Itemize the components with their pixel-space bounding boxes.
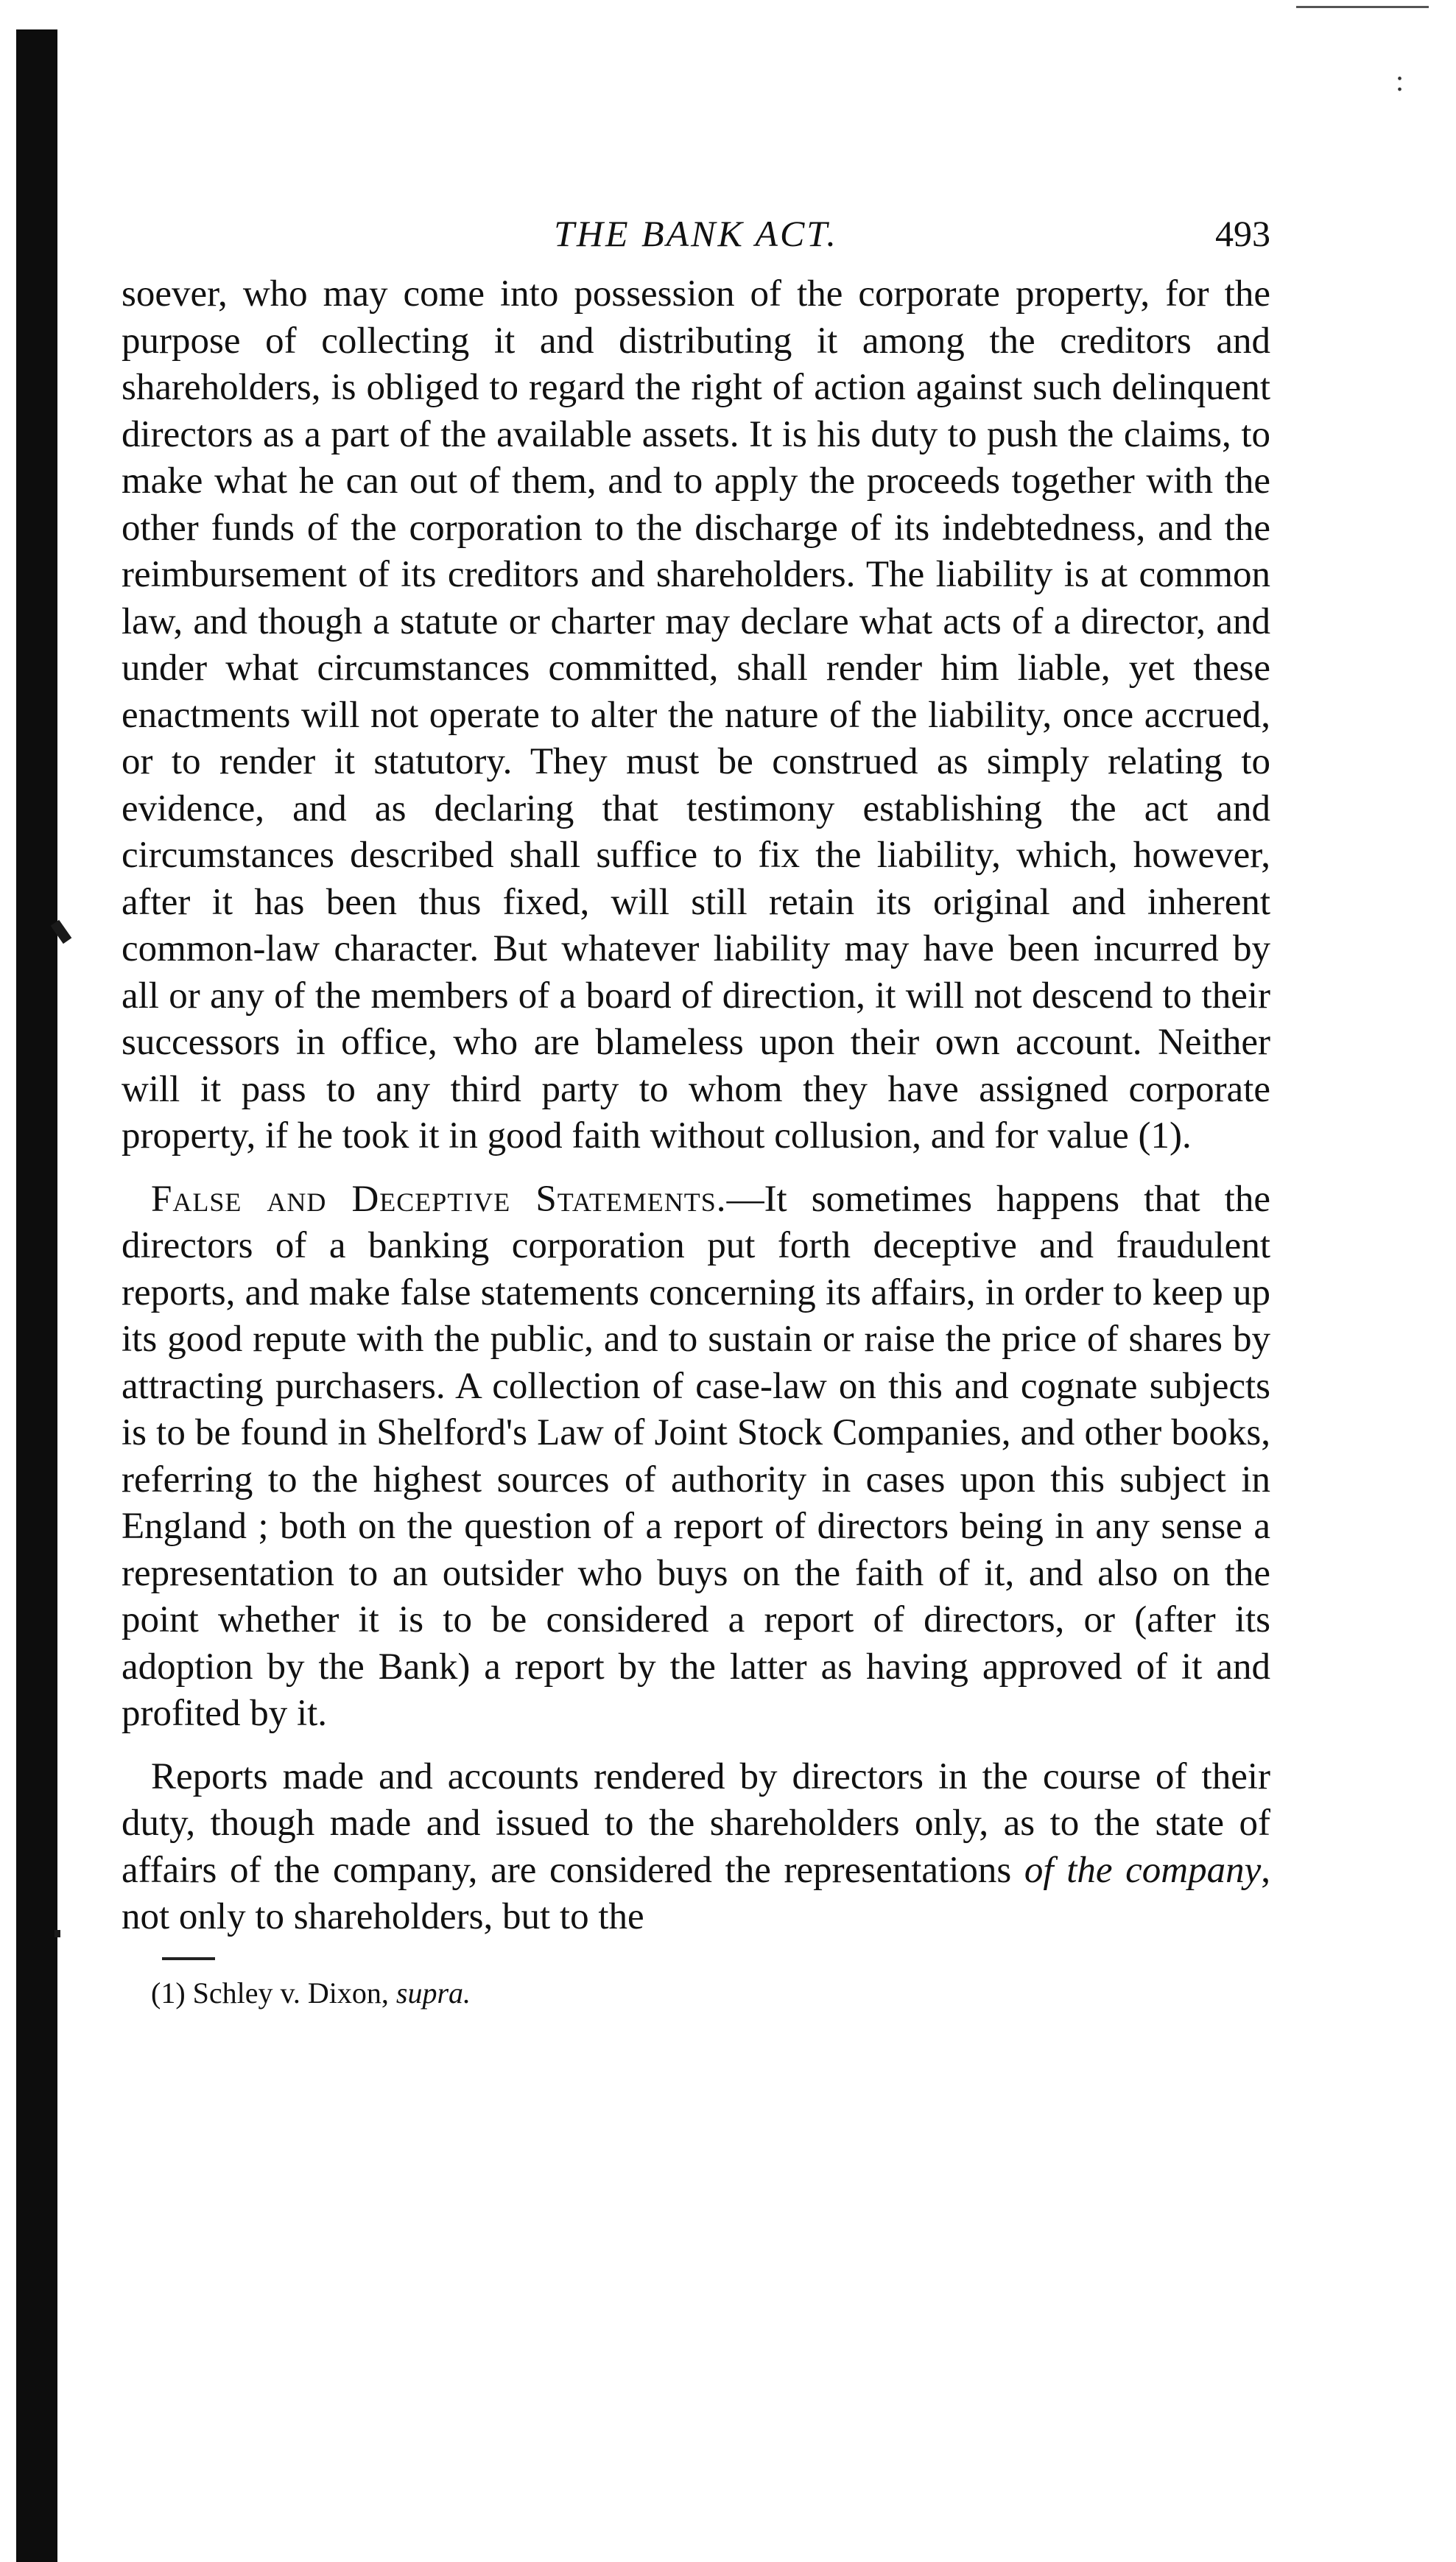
body-paragraph: soever, who may come into possession of the corporate property, for the purpose of collecting it and distributing it among the creditors and shareholders, is obliged to regard the right of action against such delinquent directors as a part of the available assets. It is his duty to push the claims, to make what he can out of them, and to apply the proceeds together with the other funds of the corporation to the discharge of its indebtedness, and the reimbursement of its creditors and shareholders. The liability is at common law, and though a statute or charter may declare what acts of a director, and under what circumstances committed, shall render him liable, yet these enactments will not operate to alter the nature of the liability, once accrued, or to render it statutory. They must be construed as simply relating to evidence, and as declaring that testimony establishing the act and circumstances described shall suffice to fix the liability, which, however, after it has been thus fixed, will still retain its original and inherent common-law character. But whatever liability may have been incurred by all or any of the members of a board of direction, it will not descend to their successors in office, who are blameless upon their own account. Neither will it pass to any third party to whom they have assigned corporate property, if he took it in good faith without collusion, and for value (1).: [122, 273, 1270, 1157]
footnote: [151, 1975, 1270, 2012]
footnote-case: Schley v. Dixon,: [192, 1976, 389, 2010]
scan-top-rule: [1296, 6, 1429, 8]
paragraph-text: Reports made and accounts rendered by directors in the course of their duty, though made and issued to the shareholders only, as to the state of affairs of the company, are considered the representations: [122, 1755, 1270, 1891]
page-number: 493: [1215, 213, 1270, 254]
running-head: [122, 212, 1270, 271]
book-page: [122, 212, 1270, 2012]
paragraph-text: , not only to shareholders, but to the: [122, 1849, 1271, 1937]
body-paragraph: [122, 1754, 1270, 1941]
footnote-divider: [162, 1957, 215, 1960]
running-title: THE BANK ACT.: [554, 213, 838, 254]
section-heading: False and Deceptive Statements.: [151, 1178, 727, 1220]
footnote-reference: supra.: [395, 1976, 471, 2010]
scan-speck-mark: [54, 1930, 60, 1937]
scan-speck-mark: :: [1396, 64, 1404, 97]
footnote-marker: (1): [151, 1976, 186, 2010]
paragraph-text: —It sometimes happens that the directors of a banking corporation put forth deceptive and fraudulent reports, and make false statements concerning its affairs, in order to keep up its good repute with the public, and to sustain or raise the price of shares by attracting purchasers. A collection of case-law on this and cognate subjects is to be found in Shelford's Law of Joint Stock Companies, and other books, referring to the highest sources of authority in cases upon this subject in England ; both on the question of a report of directors being in any sense a representation to an outsider who buys on the faith of it, and also on the point whether it is to be considered a report of directors, or (after its adoption by the Bank) a report by the latter as having approved of it and profited by it.: [122, 1178, 1270, 1734]
scan-binding-edge: [16, 29, 57, 2562]
body-paragraph: [122, 1176, 1270, 1738]
emphasized-text: of the company: [1024, 1849, 1262, 1891]
